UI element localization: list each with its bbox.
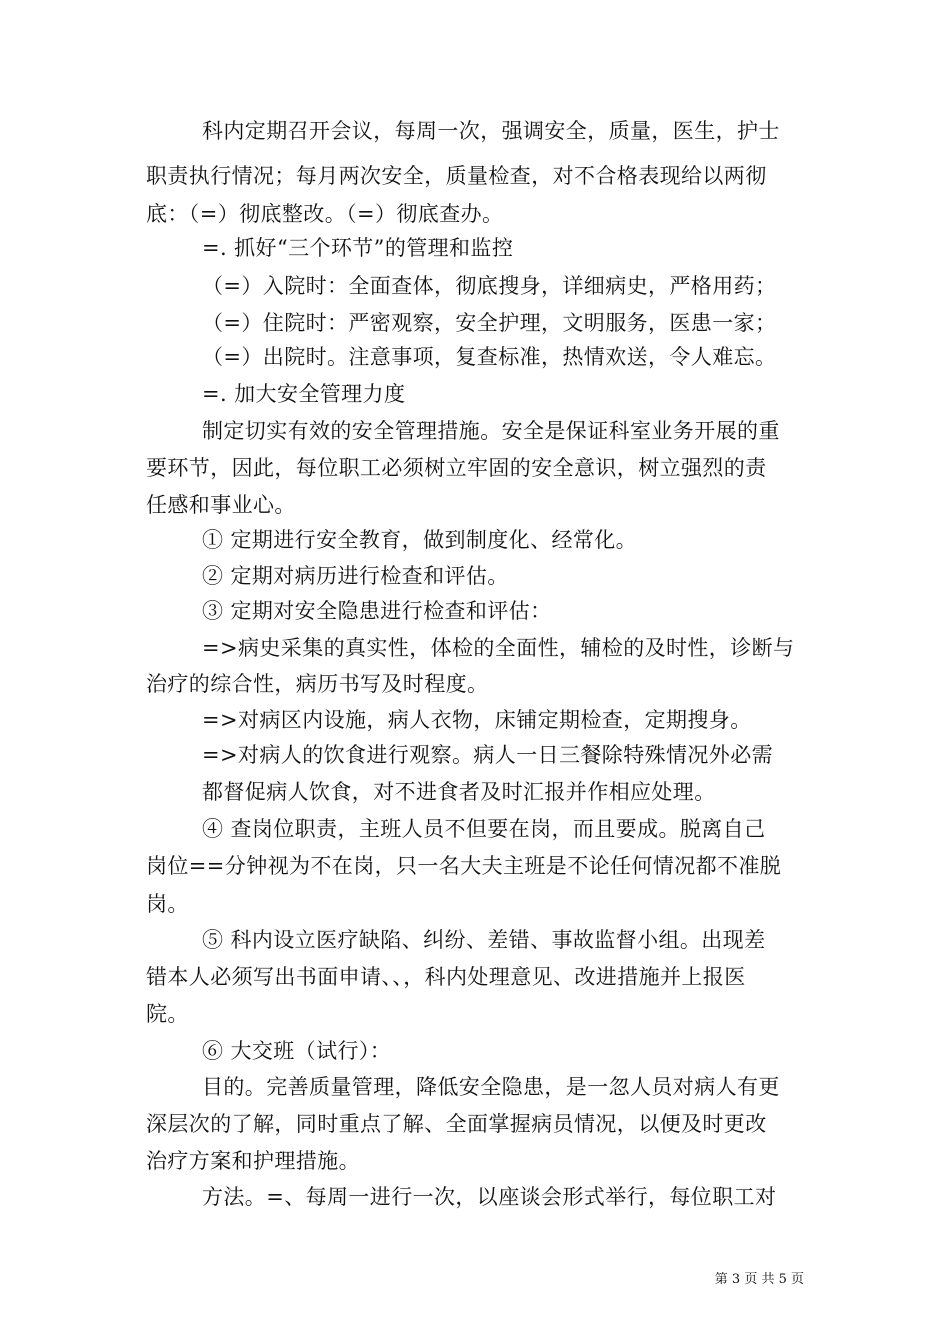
- section-heading: =. 加大安全管理力度: [202, 382, 406, 406]
- section-heading: =. 抓好“三个环节”的管理和监控: [202, 236, 514, 260]
- list-item: ⑥ 大交班（试行）：: [202, 1039, 392, 1063]
- list-item: =>对病人的饮食进行观察。病人一日三餐除特殊情况外必需: [202, 743, 773, 767]
- body-line: 目的。完善质量管理，降低安全隐患，是一忽人员对病人有更: [202, 1075, 780, 1099]
- body-line: 科内定期召开会议，每周一次，强调安全，质量，医生，护士: [202, 119, 780, 143]
- body-line: 岗。: [146, 892, 189, 916]
- body-line: 岗位==分钟视为不在岗，只一名大夫主班是不论任何情况都不准脱: [146, 854, 782, 878]
- body-line: 底：（=）彻底整改。（=）彻底查办。: [146, 202, 504, 226]
- body-line: 方法。=、每周一进行一次，以座谈会形式举行，每位职工对: [202, 1185, 777, 1209]
- body-line: 制定切实有效的安全管理措施。安全是保证科室业务开展的重: [202, 419, 780, 443]
- list-item: =>病史采集的真实性，体检的全面性，辅检的及时性，诊断与: [202, 636, 795, 660]
- body-line: 错本人必须写出书面申请、、，科内处理意见、改进措施并上报医: [146, 965, 746, 989]
- list-item: ① 定期进行安全教育，做到制度化、经常化。: [202, 528, 638, 552]
- list-item: ⑤ 科内设立医疗缺陷、纠纷、差错、事故监督小组。出现差: [202, 928, 766, 952]
- body-line: 要环节，因此，每位职工必须树立牢固的安全意识，树立强烈的责: [146, 456, 767, 480]
- list-item: ③ 定期对安全隐患进行检查和评估：: [202, 599, 552, 623]
- list-item: （=）住院时：严密观察，安全护理，文明服务，医患一家；: [202, 311, 777, 335]
- list-item: ④ 查岗位职责，主班人员不但要在岗，而且要成。脱离自己: [202, 817, 766, 841]
- body-line: 职责执行情况；每月两次安全，质量检查，对不合格表现给以两彻: [146, 164, 767, 188]
- body-line: 任感和事业心。: [146, 493, 296, 517]
- list-item: =>对病区内设施，病人衣物，床铺定期检查，定期搜身。: [202, 708, 752, 732]
- list-item: ② 定期对病历进行检查和评估。: [202, 564, 509, 588]
- page-number-footer: 第 3 页 共 5 页: [714, 1272, 804, 1287]
- list-item: （=）出院时。注意事项，复查标准，热情欢送，令人难忘。: [202, 345, 777, 369]
- body-line: 院。: [146, 1002, 189, 1026]
- list-item: （=）入院时：全面查体，彻底搜身，详细病史，严格用药；: [202, 274, 777, 298]
- body-line: 治疗方案和护理措施。: [146, 1149, 360, 1173]
- body-line: 深层次的了解，同时重点了解、全面掌握病员情况，以便及时更改: [146, 1112, 767, 1136]
- body-line: 都督促病人饮食，对不进食者及时汇报并作相应处理。: [202, 780, 716, 804]
- body-line: 治疗的综合性，病历书写及时程度。: [146, 672, 489, 696]
